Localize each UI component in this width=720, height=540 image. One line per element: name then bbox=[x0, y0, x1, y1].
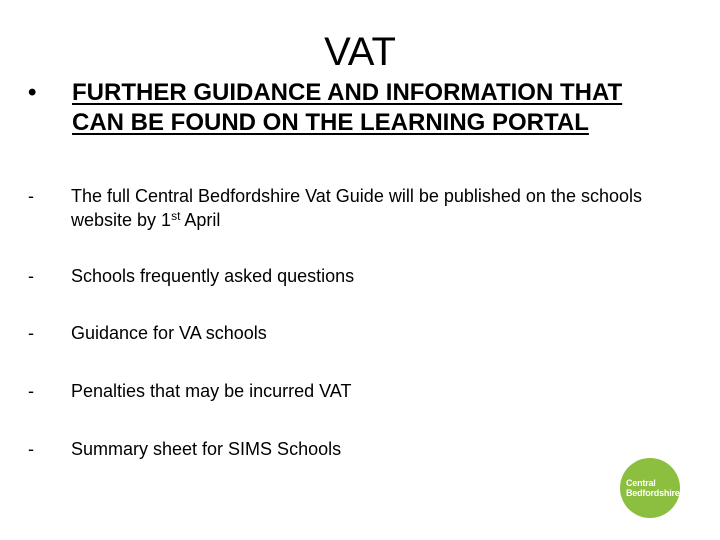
section-heading: FURTHER GUIDANCE AND INFORMATION THAT CAN BE FOUND ON THE LEARNING PORTAL bbox=[72, 79, 623, 136]
dash-marker: - bbox=[28, 266, 34, 286]
logo-text-line1: Central bbox=[626, 478, 656, 488]
list-item-text bbox=[71, 184, 661, 232]
dash-marker: - bbox=[28, 439, 34, 459]
list-item-text: Schools frequently asked questions bbox=[71, 266, 355, 286]
list-item-text-main: The full Central Bedfordshire Vat Guide will be published on the schools website by 1 bbox=[71, 186, 642, 230]
ordinal-suffix: st bbox=[171, 209, 181, 223]
dash-marker: - bbox=[28, 323, 34, 343]
list-item-text: Penalties that may be incurred VAT bbox=[71, 381, 352, 401]
central-bedfordshire-logo bbox=[620, 458, 680, 518]
list-item-text: Guidance for VA schools bbox=[71, 323, 267, 343]
bullet-marker: • bbox=[28, 79, 37, 106]
dash-marker: - bbox=[28, 381, 34, 401]
logo-text-line2: Bedfordshire bbox=[626, 488, 680, 498]
list-item-text: Summary sheet for SIMS Schools bbox=[71, 439, 342, 459]
list-item-text-end: April bbox=[180, 210, 221, 230]
dash-marker: - bbox=[28, 186, 34, 206]
slide-title: VAT bbox=[324, 30, 396, 74]
